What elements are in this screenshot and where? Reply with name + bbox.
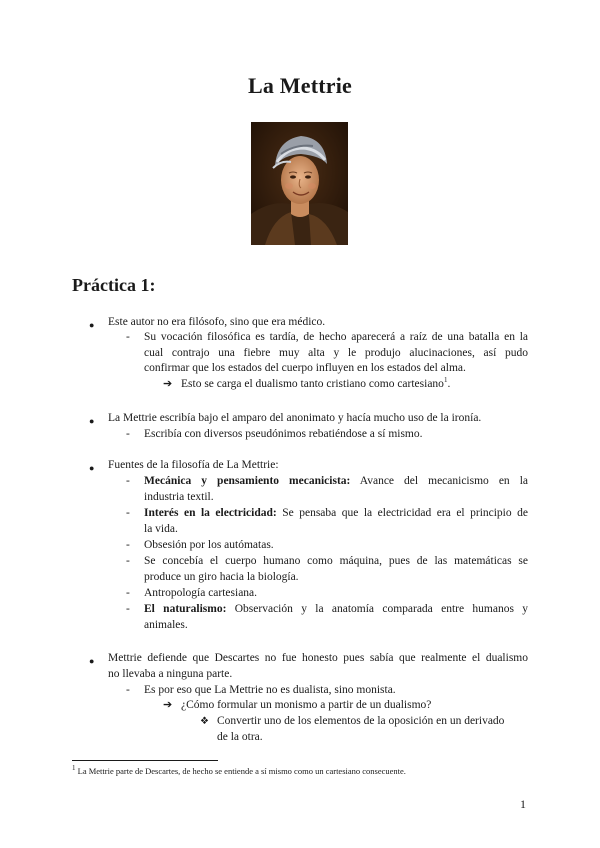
dash-marker: - (126, 555, 130, 567)
list-item: Fuentes de la filosofía de La Mettrie: (108, 459, 279, 471)
list-item-line: no llevaba a ninguna parte. (108, 668, 233, 680)
list-item: Mecánica y pensamiento mecanicista: Avance del mecanicismo en la (144, 475, 528, 487)
list-item-line: industria textil. (144, 491, 214, 503)
portrait-image (251, 122, 348, 245)
dash-marker: - (126, 684, 130, 696)
dash-marker: - (126, 475, 130, 487)
bullet-icon: ● (89, 656, 95, 666)
list-item: Mettrie defiende que Descartes no fue honesto pues sabía que realmente el dualismo (108, 652, 528, 664)
dash-marker: - (126, 587, 130, 599)
list-item-line: de la otra. (217, 731, 263, 743)
bullet-icon: ● (89, 320, 95, 330)
footnote: $^1$ La Mettrie parte de Descartes, de hecho se entiende a sí mismo como un cartesiano consecuente. (72, 764, 406, 776)
diamond-bullet-icon: ❖ (200, 716, 209, 727)
dash-marker: - (126, 428, 130, 440)
list-item-line: produce un giro hacia la biología. (144, 571, 299, 583)
list-item: ¿Cómo formular un monismo a partir de un dualismo? (181, 699, 432, 711)
list-item-line: la vida. (144, 523, 178, 535)
dash-marker: - (126, 539, 130, 551)
list-item: Convertir uno de los elementos de la oposición en un derivado (217, 715, 505, 727)
dash-marker: - (126, 603, 130, 615)
list-item-line: cual contrajo una fiebre muy alta y le produjo alucinaciones, así pudo (144, 347, 528, 359)
footnote-reference[interactable]: 1 (443, 376, 448, 385)
dash-marker: - (126, 331, 130, 343)
list-item: Su vocación filosófica es tardía, de hecho aparecerá a raíz de una batalla en la (144, 331, 528, 343)
page-number: 1 (520, 797, 526, 811)
list-item: Obsesión por los autómatas. (144, 539, 274, 551)
list-item-line: confirmar que los estados del cuerpo influyen en los estados del alma. (144, 362, 466, 374)
list-item: Este autor no era filósofo, sino que era médico. (108, 316, 326, 328)
list-item: Escribía con diversos pseudónimos rebatiéndose a sí mismo. (144, 428, 423, 440)
list-item: El naturalismo: Observación y la anatomía comparada entre humanos y (144, 603, 528, 615)
section-heading: Práctica 1: (72, 275, 156, 295)
list-item: La Mettrie escribía bajo el amparo del anonimato y hacía mucho uso de la ironía. (108, 412, 482, 424)
list-item: Antropología cartesiana. (144, 587, 258, 599)
list-item: Es por eso que La Mettrie no es dualista, sino monista. (144, 684, 396, 696)
footnote-divider (72, 760, 218, 761)
list-item: Se concebía el cuerpo humano como máquina, pues de las matemáticas se (144, 555, 528, 567)
bullet-icon: ● (89, 463, 95, 473)
list-item-line: animales. (144, 619, 188, 631)
page-title: La Mettrie (248, 73, 352, 98)
bullet-icon: ● (89, 416, 95, 426)
arrow-right-icon: ➔ (163, 378, 173, 390)
list-item: Esto se carga el dualismo tanto cristiano como cartesiano$^1$. (181, 376, 451, 390)
list-item: Interés en la electricidad: Se pensaba que la electricidad era el principio de (144, 507, 528, 519)
dash-marker: - (126, 507, 130, 519)
arrow-right-icon: ➔ (163, 699, 173, 711)
